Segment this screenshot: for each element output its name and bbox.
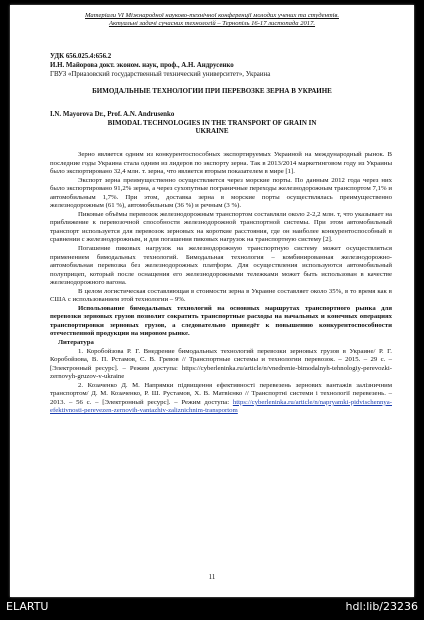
footer-handle: hdl:lib/23236 — [345, 600, 418, 613]
udc-code: УДК 656.025.4:656.2 — [50, 53, 112, 60]
footer-repository-name: ELARTU — [6, 600, 49, 613]
authors-ru: И.Н. Майорова докт. эконом. наук, проф., А.Н. Андрусенко — [50, 62, 234, 69]
affiliation: ГВУЗ «Приазовский государственный технический университет», Украина — [50, 71, 271, 78]
literature-heading: Литература — [58, 339, 94, 347]
article-body — [50, 151, 392, 416]
reference-2-text: 2. Козаченко Д. М. Напрямки підвищення ефективності перевезень зернових вантажів залізничним транспортом/ Д. М. Козаченко, Р. Ш. Рустамов, Х. В. Матвієнко // Транспортні системи і технології перевезень. – 2013. – 56 с. – [Электронный ресурс]. – Режим доступа: — [50, 381, 392, 406]
conclusion-paragraph: Использование бимодальных технологий на основных маршрутах транспортного рынка для перевозки зерновых грузов позволит сократить транспортные расходы на начальных и конечных операциях транспортировки зерновых грузов, а следовательно приведёт к повышению конкурентоспособности отечественной продукции на мировом рынке. — [50, 304, 392, 338]
reference-1: 1. Коробойзова Р. Г. Внедрение бимодальных технологий перевозки зерновых грузов в Украине/ Р. Г. Коробойзова, В. П. Рстамов, С. В. Гревов // Транспортные системы и технологии перевозок. – 2015. – 29 с. – [Электронный ресурс]. – Режим доступа: https://cyberleninka.ru/article/n/vnedrenie-bimodalnyh-tehnologiy-perevozki-zernovyh-gruzov-v-ukraine — [50, 347, 392, 381]
reference-2 — [50, 382, 392, 416]
title-en-line-2: UKRAINE — [195, 127, 229, 135]
document-page — [10, 5, 414, 597]
reference-2-link[interactable]: https://cyberleninka.ru/article/n/napryamki-pidvischennya-efektivnosti-perevezen-zernovih-vantazhiv-zaliznichnim-transportom — [50, 398, 392, 415]
title-en-line-1: BIMODAL TECHNOLOGIES IN THE TRANSPORT OF GRAIN IN — [107, 119, 317, 127]
header-line-1: Матеріали VI Міжнародної науково-технічної конференції молодих учених та студентів. — [85, 12, 339, 19]
authors-en: I.N. Mayorova Dr., Prof. A.N. Andrusenko — [50, 111, 175, 118]
header-line-2: Актуальні задачі сучасних технологій – Тернопіль 16-17 листопада 2017. — [108, 20, 316, 27]
paragraph: Экспорт зерна преимущественно осуществляется через морские порты. По данным 2012 года через них было экспортировано 91,2% зерна, а через сухопутные пограничные переходы железнодорожным транспортом 7,1% и автомобильным 1,7%. При этом, доставка зерна в морские порты осуществлялась преимущественно железнодорожным (61 %), автомобильным (36 %) и речным (3 %). — [50, 176, 392, 210]
paragraph: Погашение пиковых нагрузок на железнодорожную транспортную систему может осуществляться применением бимодальных технологий. Бимодальная технология – комбинированная железнодорожно-автомобильная перевозка без железнодорожных платформ. Для осуществления используются автомобильный полуприцеп, который после оснащения его железнодорожными тележками может быть использован в качестве железнодорожного вагона. — [50, 245, 392, 287]
page-number: 11 — [208, 573, 216, 581]
paragraph: Пиковые объёмы перевозок железнодорожным транспортом составляли около 2-2,2 млн. т, что указывает на приближение к перевозочной способности железнодорожной транспортной системы. При этом автомобильный транспорт используется для перевозок зерновых на короткие расстояния, где он наиболее конкурентоспособный в сравнении с железнодорожным, и для погашения пиковых нагрузок на транспортную систему [2]. — [50, 210, 392, 244]
paragraph: В целом логистическая составляющая в стоимости зерна в Украине составляет около 35%, в то время как в США с использованием этой технологии – 9%. — [50, 287, 392, 304]
running-header — [26, 12, 398, 28]
paragraph: Зерно является одним из конкурентоспособных экспортируемых Украиной на международный рынок. В последние годы Украина стала одним из лидеров по экспорту зерна. Так в 2013/2014 маркетинговом году из Украины было экспортировано 32,4 млн. т. зерна, что является вторым показателем в мире [1]. — [50, 151, 392, 176]
title-ru: БИМОДАЛЬНЫЕ ТЕХНОЛОГИИ ПРИ ПЕРЕВОЗКЕ ЗЕРНА В УКРАИНЕ — [92, 87, 332, 95]
